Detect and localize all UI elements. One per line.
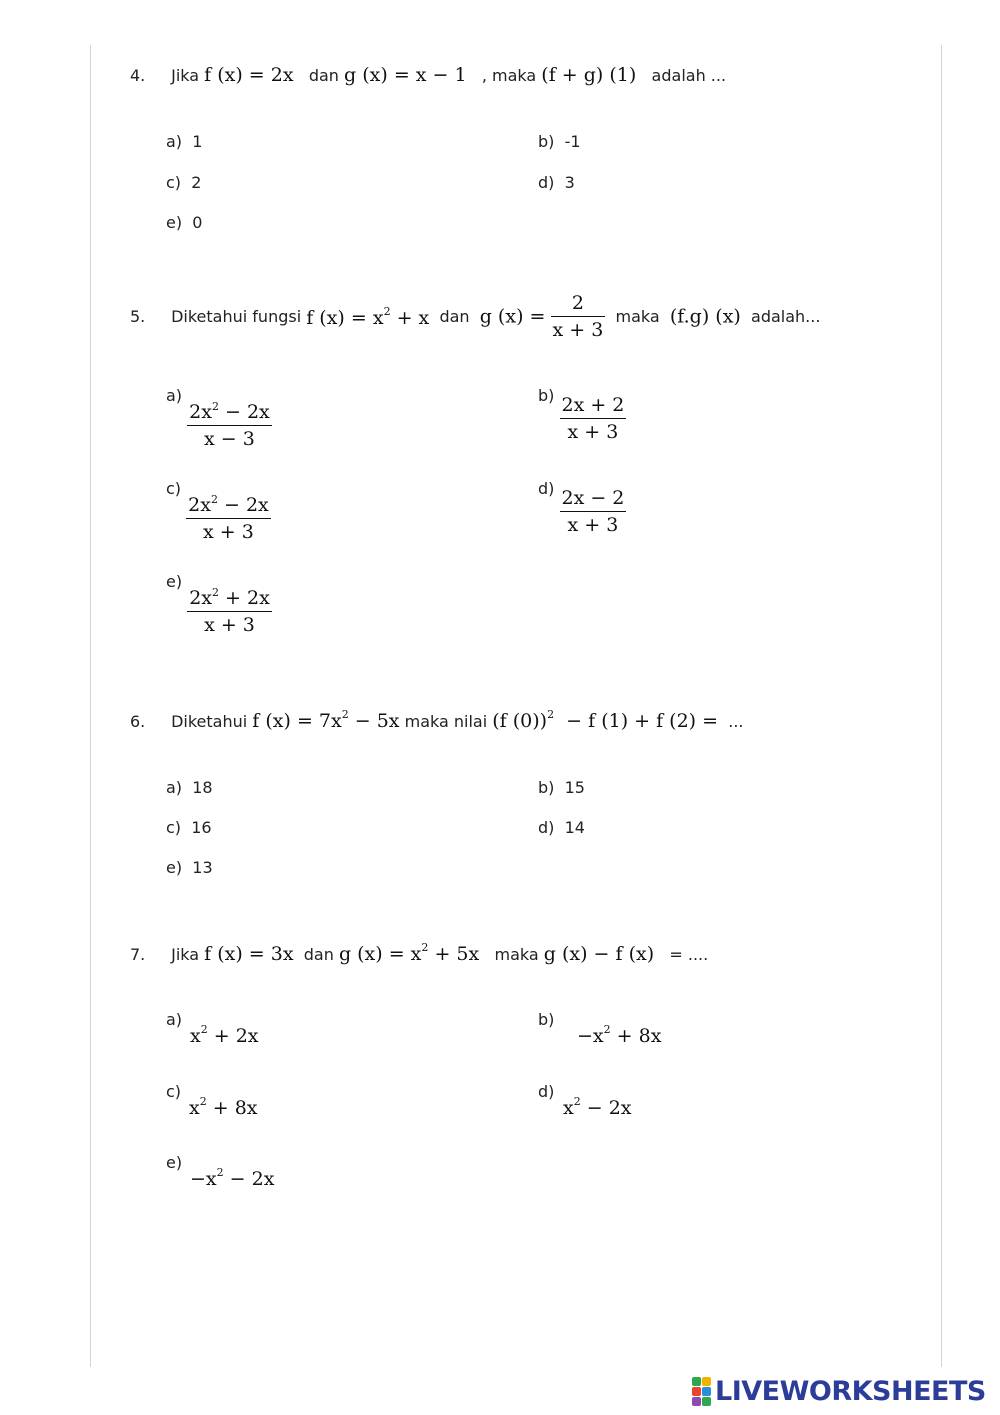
fraction-denominator: x + 3 xyxy=(204,614,255,636)
option-value: 16 xyxy=(191,818,212,837)
option-c[interactable] xyxy=(166,1082,258,1119)
option-value: 3 xyxy=(564,173,575,192)
option-d[interactable] xyxy=(538,1082,632,1119)
option-label: b) xyxy=(538,1010,555,1029)
option-b[interactable] xyxy=(538,778,585,797)
option-value: 2 xyxy=(191,173,202,192)
option-e[interactable] xyxy=(166,1153,274,1190)
fraction xyxy=(551,290,606,343)
option-label: e) xyxy=(166,1153,183,1172)
question-5 xyxy=(130,290,820,343)
question-text: dan xyxy=(439,307,470,326)
logo-square xyxy=(692,1377,701,1386)
logo-square xyxy=(692,1387,701,1396)
math-expression: f $(x) = x^2 + x$ xyxy=(306,304,430,329)
math-expression: g $(x) = x^2 + 5x$ xyxy=(338,941,480,965)
option-value: 0 xyxy=(192,213,203,232)
option-d[interactable] xyxy=(538,818,585,837)
option-b[interactable] xyxy=(538,386,626,445)
math-expression: f (x) = 3x xyxy=(204,943,294,965)
question-6 xyxy=(130,708,744,732)
fraction-denominator: x − 3 xyxy=(204,428,255,450)
option-label: a) xyxy=(166,1010,183,1029)
question-text: Diketahui fungsi xyxy=(171,307,302,326)
option-label: a) xyxy=(166,386,183,405)
fraction xyxy=(187,394,272,452)
option-label: c) xyxy=(166,1082,182,1101)
option-c[interactable] xyxy=(166,818,212,837)
math-expression: $-x^2 + 8x$ xyxy=(577,1023,662,1047)
option-a[interactable] xyxy=(166,386,272,452)
question-text: maka xyxy=(615,307,660,326)
question-text: Jika xyxy=(171,945,200,964)
option-a[interactable] xyxy=(166,132,202,151)
fraction-numerator: $2x^2 - 2x$ xyxy=(187,394,272,426)
option-d[interactable] xyxy=(538,173,575,192)
fraction xyxy=(560,392,627,445)
logo-square xyxy=(702,1377,711,1386)
logo-square xyxy=(702,1387,711,1396)
option-value: 14 xyxy=(564,818,585,837)
question-text: Diketahui xyxy=(171,712,248,731)
option-label: b) xyxy=(538,386,555,405)
fraction xyxy=(187,580,272,638)
option-label: b) xyxy=(538,778,555,797)
option-b[interactable] xyxy=(538,1010,661,1047)
option-label: d) xyxy=(538,818,555,837)
math-expression: $x^2 - 2x$ xyxy=(563,1095,632,1119)
option-value: -1 xyxy=(564,132,581,151)
logo-square xyxy=(702,1397,711,1406)
option-label: b) xyxy=(538,132,555,151)
option-c[interactable] xyxy=(166,479,271,545)
fraction-numerator: $2x^2 + 2x$ xyxy=(187,580,272,612)
option-label: e) xyxy=(166,572,183,591)
math-expression: (f (0))$^2$ − f (1) + f (2) = xyxy=(492,708,719,732)
option-label: e) xyxy=(166,858,183,877)
question-text: adalah... xyxy=(751,307,821,326)
option-label: d) xyxy=(538,173,555,192)
math-expression: g (x) = xyxy=(479,305,546,328)
fraction-numerator: 2 xyxy=(551,290,606,317)
question-text: = .... xyxy=(669,945,709,964)
option-value: 15 xyxy=(564,778,585,797)
logo-mark-icon xyxy=(692,1377,711,1406)
question-number: 4. xyxy=(130,66,146,85)
fraction xyxy=(186,487,271,545)
question-text: adalah ... xyxy=(651,66,727,85)
option-e[interactable] xyxy=(166,572,272,638)
fraction-denominator: x + 3 xyxy=(203,521,254,543)
option-label: c) xyxy=(166,479,182,498)
question-text: Jika xyxy=(171,66,200,85)
logo-square xyxy=(692,1397,701,1406)
option-label: a) xyxy=(166,778,183,797)
fraction-numerator: 2x − 2 xyxy=(560,485,627,512)
question-text: dan xyxy=(308,66,339,85)
math-expression: (f.g) (x) xyxy=(669,305,741,328)
fraction-denominator: x + 3 xyxy=(567,514,619,536)
fraction-numerator: $2x^2 - 2x$ xyxy=(186,487,271,519)
option-label: d) xyxy=(538,1082,555,1101)
math-expression: $x^2 + 8x$ xyxy=(189,1095,258,1119)
option-d[interactable] xyxy=(538,479,626,538)
math-expression: f (x) = 2x xyxy=(204,64,294,86)
question-text: ... xyxy=(728,712,744,731)
question-text: , maka xyxy=(481,66,537,85)
option-label: e) xyxy=(166,213,183,232)
math-expression: f $(x) = 7x^2 - 5x$ xyxy=(252,708,400,732)
question-text: maka nilai xyxy=(404,712,488,731)
question-text: maka xyxy=(494,945,539,964)
option-a[interactable] xyxy=(166,778,213,797)
option-c[interactable] xyxy=(166,173,201,192)
page-border-left xyxy=(90,45,91,1367)
math-expression: g (x) = x − 1 xyxy=(344,64,467,86)
question-number: 7. xyxy=(130,945,146,964)
question-text: dan xyxy=(303,945,334,964)
question-7 xyxy=(130,941,708,965)
option-label: c) xyxy=(166,818,182,837)
option-a[interactable] xyxy=(166,1010,259,1047)
page-border-right xyxy=(941,45,942,1367)
question-number: 6. xyxy=(130,712,146,731)
logo-text: LIVEWORKSHEETS xyxy=(715,1376,986,1407)
fraction-denominator: x + 3 xyxy=(567,421,619,443)
liveworksheets-logo xyxy=(692,1376,986,1407)
question-4 xyxy=(130,64,726,86)
option-value: 18 xyxy=(192,778,213,797)
math-expression: $-x^2 - 2x$ xyxy=(190,1166,275,1190)
math-expression: g (x) − f (x) xyxy=(543,943,655,965)
fraction xyxy=(560,485,627,538)
option-value: 1 xyxy=(192,132,203,151)
fraction-denominator: x + 3 xyxy=(552,319,604,341)
option-e[interactable] xyxy=(166,213,202,232)
fraction-numerator: 2x + 2 xyxy=(560,392,627,419)
option-value: 13 xyxy=(192,858,213,877)
option-label: c) xyxy=(166,173,182,192)
math-expression: $x^2 + 2x$ xyxy=(190,1023,259,1047)
option-label: a) xyxy=(166,132,183,151)
question-number: 5. xyxy=(130,307,146,326)
option-label: d) xyxy=(538,479,555,498)
math-expression: (f + g) (1) xyxy=(541,64,637,86)
option-b[interactable] xyxy=(538,132,581,151)
option-e[interactable] xyxy=(166,858,213,877)
